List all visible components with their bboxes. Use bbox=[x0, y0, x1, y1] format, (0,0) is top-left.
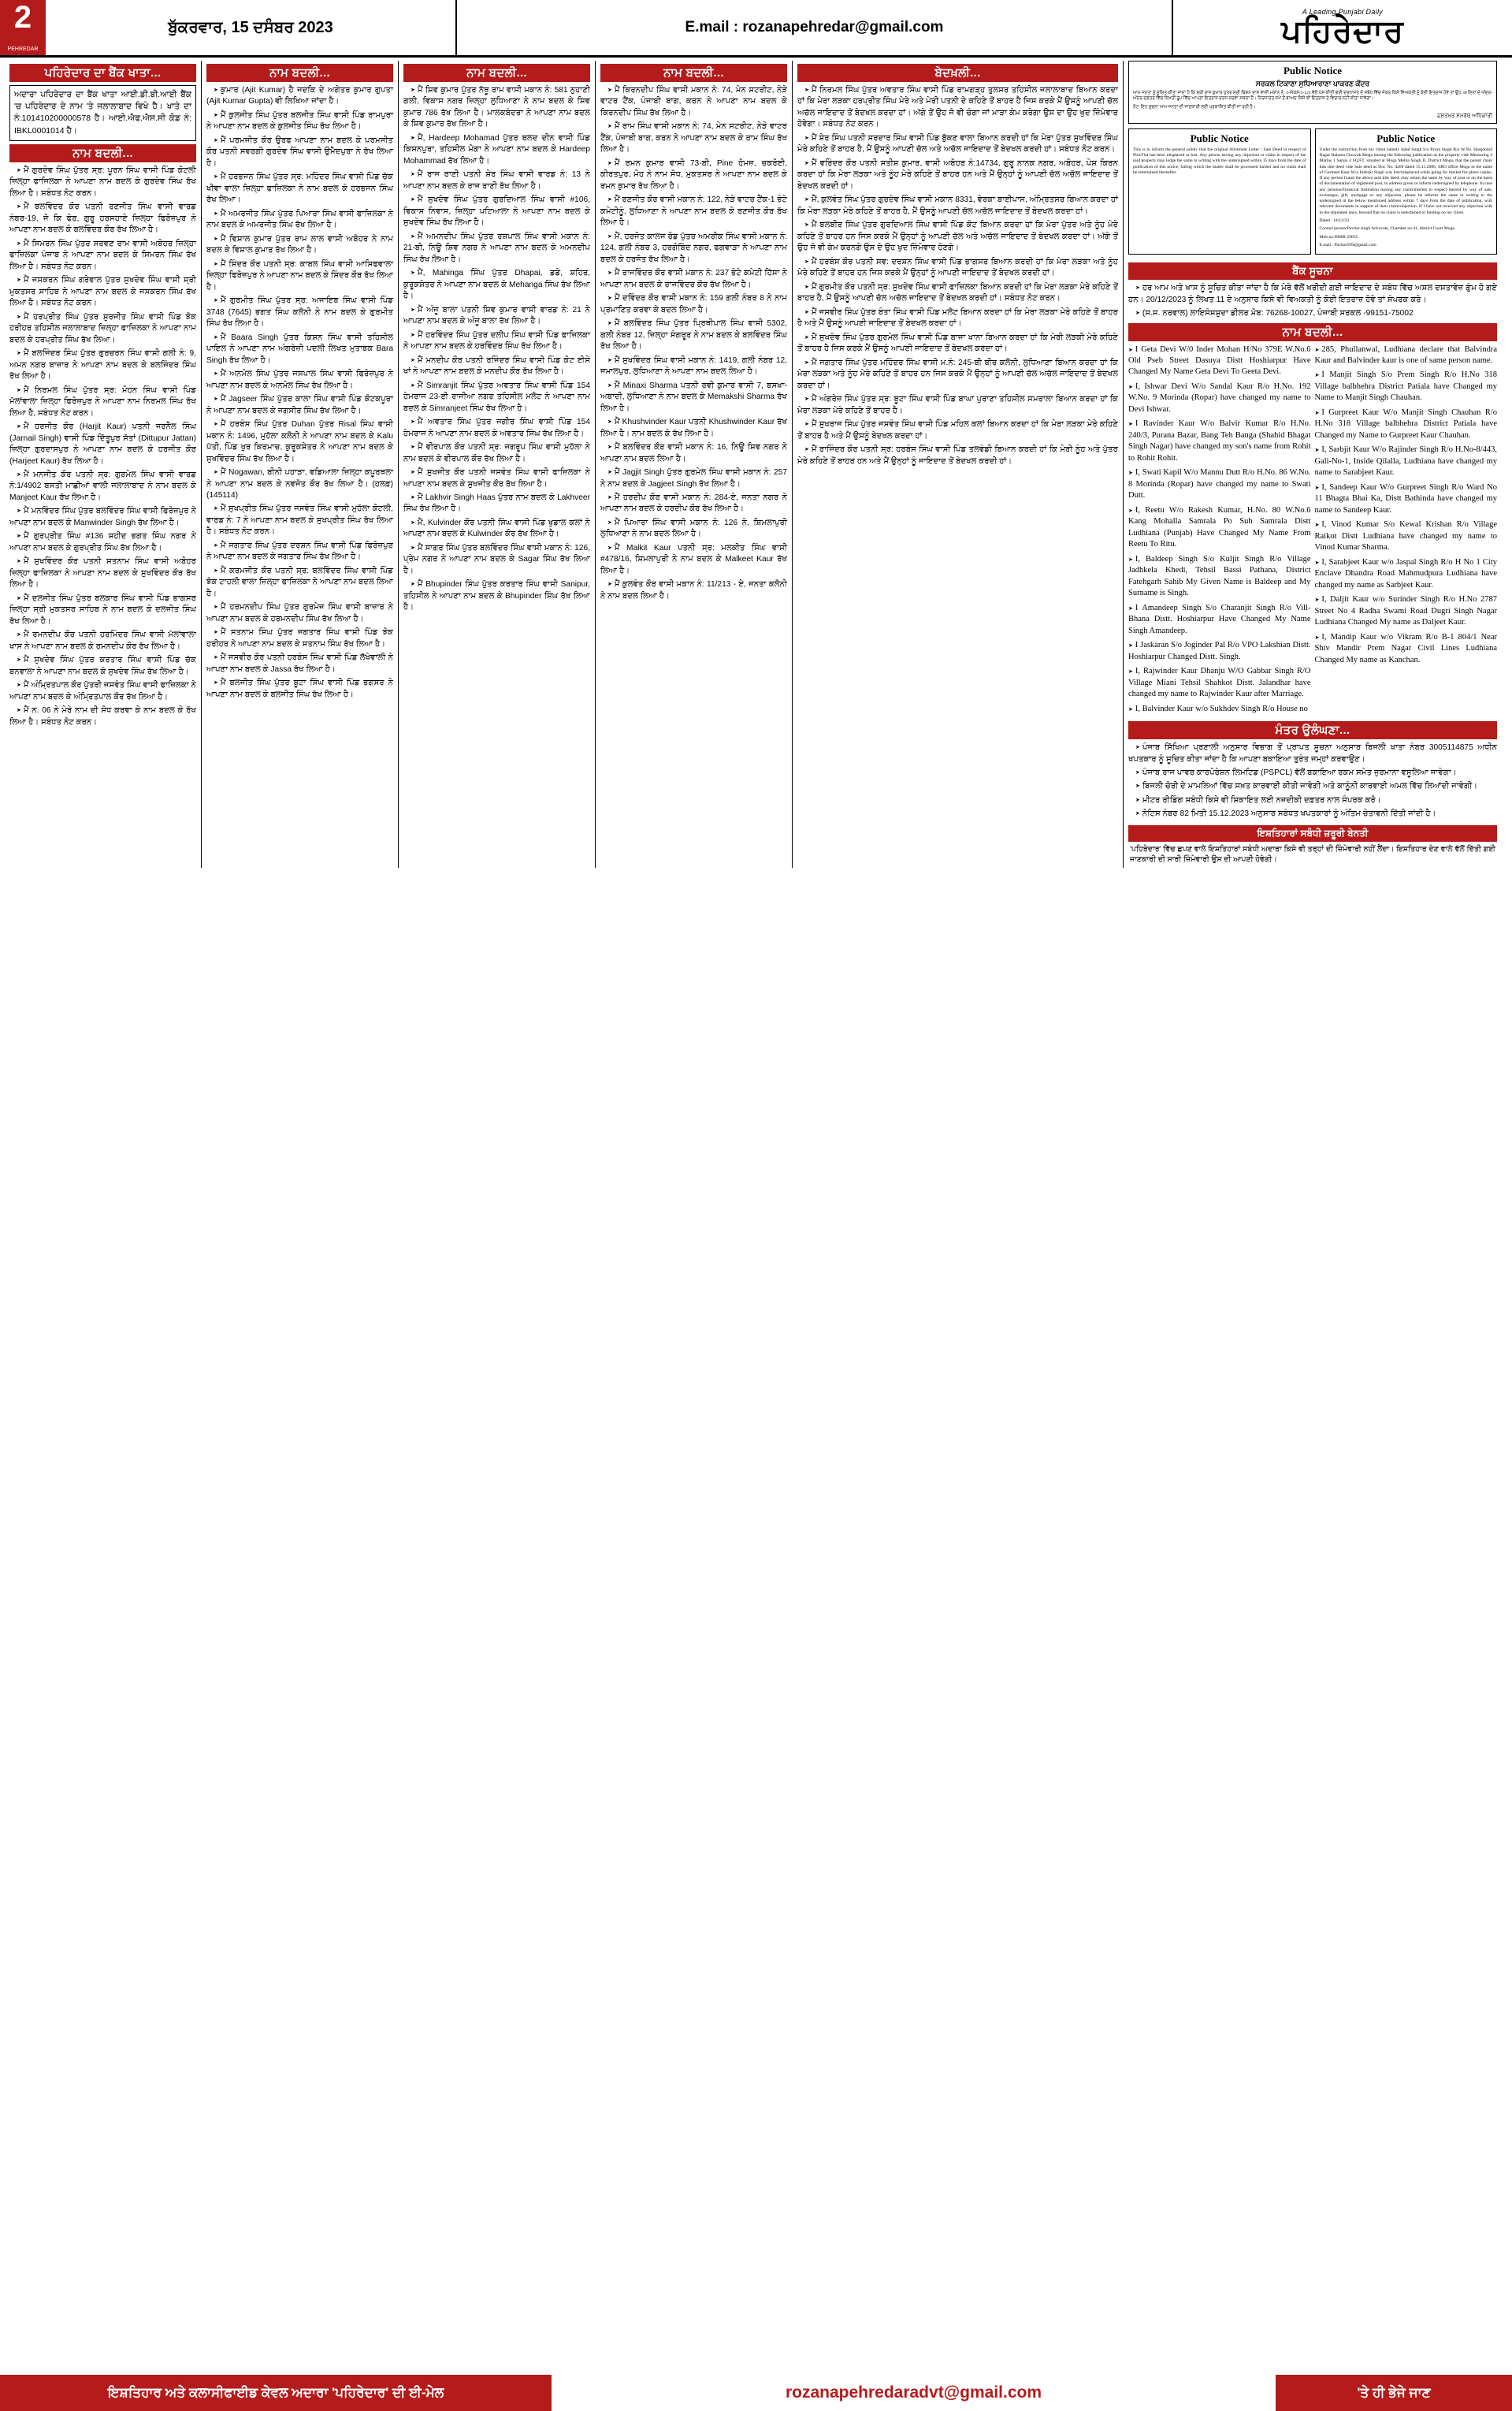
list-item: ➤ ਪੰਜਾਬ ਸਿੱਖਿਆ ਪ੍ਰਣਾਲੀ ਅਨੁਸਾਰ ਵਿਭਾਗ ਤੋਂ ਪ੍ਰਾਪਤ ਸੂਚਨਾ ਅਨੁਸਾਰ ਬਿਜਲੀ ਖਾਤਾ ਨੰਬਰ 3005114875 ਅਧੀਨ ਖਪਤਕਾਰ ਨੂੰ ਸੂਚਿਤ ਕੀਤਾ ਜਾਂਦਾ ਹੈ ਕਿ ਆਪਣਾ ਬਕਾਇਆ ਤੁਰੰਤ ਜਮ੍ਹਾਂ ਕਰਵਾਉਣ। bbox=[1128, 742, 1497, 765]
name-change-list-2 bbox=[206, 85, 393, 701]
public-notice-right-email: E.mail : Pavitar599@gmail.com bbox=[1319, 242, 1376, 247]
list-item: ➤ ਮੈਂ ਬਲਵਿੰਦਰ ਕੌਰ ਪਤਨੀ ਰਣਜੀਤ ਸਿੰਘ ਵਾਸੀ ਵਾਰਡ ਨੰਬਰ-19, ਜੋ ਕਿ ਫੇਰ, ਗੁਰੂ ਹਰਸਹਾਏ ਜ਼ਿਲ੍ਹਾ ਫਿਰੋਜ਼ਪੁਰ ਨੇ ਆਪਣਾ ਨਾਮ ਬਦਲ ਕੇ ਬਲਵਿੰਦਰ ਕੌਰ ਰੱਖ ਲਿਆ ਹੈ। bbox=[9, 202, 196, 236]
logo-name: ਪਹਿਰੇਦਾਰ bbox=[1281, 14, 1404, 49]
list-item: ➤ ਮੈਂ ਵਰਿੰਦਰ ਕੌਰ ਪਤਨੀ ਸਤੀਸ਼ ਕੁਮਾਰ, ਵਾਸੀ ਅਬੋਹਰ ਨੰ:14734, ਗੁਰੂ ਨਾਨਕ ਨਗਰ, ਅਬੋਹਰ, ਪੇਸ਼ ਕਿਰਨ ਕਰਦਾ ਹਾਂ ਕਿ ਮੇਰਾ ਲੜਕਾ ਅਤੇ ਨੂੰਹ ਮੇਰੇ ਕਹਿਣੇ ਤੋਂ ਬਾਹਰ ਹਨ ਅਤੇ ਮੈਂ ਉਨ੍ਹਾਂ ਨੂੰ ਆਪਣੀ ਚੱਲ ਅਚੱਲ ਜਾਇਦਾਦ ਤੋਂ ਬੇਦਖਲ ਕਰਦੀ ਹਾਂ। bbox=[797, 158, 1118, 192]
public-notice-pair bbox=[1128, 128, 1497, 259]
list-item: ➤ ਮੈਂ ਪਰਮਜੀਤ ਕੌਰ ਉਰਫ ਆਪਣਾ ਨਾਮ ਬਦਲ ਕੇ ਪਰਮਜੀਤ ਕੌਰ ਪਤਨੀ ਸਵਰਗੀ ਗੁਰਦੇਵ ਸਿੰਘ ਵਾਸੀ ਉਮੈਦਪੁਰਾ ਨੇ ਰੱਖ ਲਿਆ ਹੈ। bbox=[206, 136, 393, 169]
list-item: ➤ I, Ishwar Devi W/o Sandal Kaur R/o H.No. 192 W.No. 9 Morinda (Ropar) have changed my name to Devi Ishwar. bbox=[1128, 381, 1311, 415]
public-notice-top-body2: ਨੋਟ: ਇਹ ਸੂਚਨਾ ਆਮ ਜਨਤਾ ਦੀ ਜਾਣਕਾਰੀ ਲਈ ਪ੍ਰਕਾਸ਼ਿਤ ਕੀਤੀ ਜਾ ਰਹੀ ਹੈ। bbox=[1133, 104, 1256, 110]
list-item: ➤ ਮੈਂ ਹਰਬੰਸ ਸਿੰਘ ਪੁੱਤਰ Duhan ਪੁੱਤਰ Risal ਸਿੰਘ ਵਾਸੀ ਮਕਾਨ ਨੰ: 1496, ਮੁਹੱਲਾ ਕਲੋਨੀ ਨੇ ਆਪਣਾ ਨਾਮ ਬਦਲ ਕੇ Kalu ਪੱਤੀ, ਪਿੰਡ ਖੁਰ ਕਿਰਮਾਚ, ਕੁਰੂਕਸ਼ੇਤਰ ਨੇ ਆਪਣਾ ਨਾਮ ਬਦਲ ਕੇ ਸੁਖਵਿੰਦਰ ਸਿੰਘ ਰੱਖ ਲਿਆ ਹੈ। bbox=[206, 419, 393, 465]
list-item: ➤ ਮੈਂ ਮਨਜੀਤ ਕੌਰ ਪਤਨੀ ਸ੍ਰ: ਗੁਰਮੇਲ ਸਿੰਘ ਵਾਸੀ ਵਾਰਡ ਨੰ:1/4902 ਬਸਤੀ ਮਾਛੀਆਂ ਵਾਲੀ ਜਲਾਲਾਬਾਦ ਨੇ ਨਾਮ ਬਦਲ ਕੇ Manjeet Kaur ਰੱਖ ਲਿਆ ਹੈ। bbox=[9, 470, 196, 504]
list-item: ➤ I, Baldeep Singh S/o Kuljit Singh R/o Village Jadhkela Khedi, Tehsil Bassi Pathana, District Fatehgarh Sahib My Given Name is Baldeep and My Surname is Singh. bbox=[1128, 554, 1311, 600]
list-item: ➤ I, Balvinder Kaur w/o Sukhdev Singh R/o House no bbox=[1128, 704, 1311, 715]
page-body bbox=[0, 58, 1512, 868]
public-notice-top-header: Public Notice bbox=[1283, 65, 1342, 76]
list-item: ➤ ਮੈਂ ਸਾਗਰ ਸਿੰਘ ਪੁੱਤਰ ਬਲਵਿੰਦਰ ਸਿੰਘ ਵਾਸੀ ਮਕਾਨ ਨੰ: 126, ਪ੍ਰੇਮ ਨਗਰ ਨੇ ਆਪਣਾ ਨਾਮ ਬਦਲ ਕੇ Sagar ਸਿੰਘ ਰੱਖ ਲਿਆ ਹੈ। bbox=[403, 543, 590, 577]
list-item: ➤ ਬਿਜਲੀ ਚੋਰੀ ਦੇ ਮਾਮਲਿਆਂ ਵਿੱਚ ਸਖ਼ਤ ਕਾਰਵਾਈ ਕੀਤੀ ਜਾਵੇਗੀ ਅਤੇ ਕਾਨੂੰਨੀ ਕਾਰਵਾਈ ਅਮਲ ਵਿੱਚ ਲਿਆਂਦੀ ਜਾਵੇਗੀ। bbox=[1128, 781, 1497, 792]
list-item: ➤ ਮੈਂ ਸੁਖਰਾਜ ਸਿੰਘ ਪੁੱਤਰ ਜਸਵੰਤ ਸਿੰਘ ਵਾਸੀ ਪਿੰਡ ਮਹਿਲ ਕਲਾਂ ਬਿਆਨ ਕਰਦਾ ਹਾਂ ਕਿ ਮੇਰਾ ਲੜਕਾ ਮੇਰੇ ਕਹਿਣੇ ਤੋਂ ਬਾਹਰ ਹੈ ਅਤੇ ਮੈਂ ਉਸਨੂੰ ਬੇਦਖਲ ਕਰਦਾ ਹਾਂ। bbox=[797, 419, 1118, 442]
name-change-header-4: ਨਾਮ ਬਦਲੀ... bbox=[600, 64, 787, 82]
list-item: ➤ I, Daljit Kaur w/o Surinder Singh R/o H.No 2787 Street No 4 Radha Swami Road Dugri Singh Nagar Ludhiana Changed My name as Daljeet Kaur. bbox=[1315, 594, 1498, 628]
list-item: ➤ ਮੈਂ ਹਰਮਨਦੀਪ ਸਿੰਘ ਪੁੱਤਰ ਗੁਰਮੇਜ ਸਿੰਘ ਵਾਸੀ ਬਾਜ਼ਾਰ ਨੇ ਆਪਣਾ ਨਾਮ ਬਦਲ ਕੇ ਹਰਮਨਦੀਪ ਸਿੰਘ ਰੱਖ ਲਿਆ ਹੈ। bbox=[206, 602, 393, 625]
list-item: ➤ ਮੈਂ ਗੁਰਮੀਤ ਸਿੰਘ ਪੁੱਤਰ ਸ੍ਰ: ਅਜਾਇਬ ਸਿੰਘ ਵਾਸੀ ਪਿੰਡ 3748 (7645) ਭਗਤ ਸਿੰਘ ਕਲੋਨੀ ਨੇ ਨਾਮ ਬਦਲ ਕੇ ਗੁਰਮੀਤ ਸਿੰਘ ਰੱਖ ਲਿਆ ਹੈ। bbox=[206, 296, 393, 329]
bank-account-note: ਅਦਾਰਾ ਪਹਿਰੇਦਾਰ ਦਾ ਬੈਂਕ ਖਾਤਾ ਆਈ.ਡੀ.ਬੀ.ਆਈ ਬੈਂਕ 'ਚ ਪਹਿਰੇਦਾਰ ਦੇ ਨਾਮ 'ਤੇ ਜਲਾਲਾਬਾਦ ਵਿਖੇ ਹੈ। ਖਾਤੇ ਦਾ ਨੰ:101410200000578 ਹੈ। ਆਈ.ਐਫ.ਐਸ.ਸੀ ਕੋਡ ਨੰ: IBKL0001014 ਹੈ। bbox=[9, 85, 196, 141]
list-item: ➤ I Manjit Singh S/o Prem Singh R/o H.No 318 Village balbhehra District Patiala have Changed my Name to Manjit Singh Chauhan. bbox=[1315, 370, 1498, 404]
list-item: ➤ ਮੈਂ Baara Singh ਪੁੱਤਰ ਕਿਸ਼ਨ ਸਿੰਘ ਵਾਸੀ ਤਹਿਸੀਲ ਪਾਇਲ ਨੇ ਆਪਣਾ ਨਾਮ ਅੰਗਰੇਜ਼ੀ ਪਦਲੀ ਲਿਖਤ ਮੁਤਾਬਕ Bara Singh ਰੱਖ ਲਿਆ ਹੈ। bbox=[206, 333, 393, 366]
public-notice-right-date: Dated : 14/12/23 bbox=[1319, 218, 1350, 223]
list-item: ➤ ਮੈਂ, Kulvinder ਕੌਰ ਪਤਨੀ ਸਿੰਘ ਵਾਸੀ ਪਿੰਡ ਖੁਡਾਲ ਕਲਾਂ ਨੇ ਆਪਣਾ ਨਾਮ ਬਦਲ ਕੇ Kulwinder ਕੌਰ ਰੱਖ ਲਿਆ ਹੈ। bbox=[403, 518, 590, 541]
list-item: ➤ ਮੈਂ ਰਾਮ ਸਿੰਘ ਵਾਸੀ ਮਕਾਨ ਨੰ: 74, ਮੇਨ ਸਟਰੀਟ, ਨੇੜੇ ਵਾਟਰ ਟੈਂਕ, ਪੰਜਾਬੀ ਬਾਗ, ਕਰਨ ਨੇ ਆਪਣਾ ਨਾਮ ਬਦਲ ਕੇ ਰਾਮ ਸਿੰਘ ਰੱਖ ਲਿਆ ਹੈ। bbox=[600, 121, 787, 155]
list-item: ➤ ਮੈਂ ਜਸਵੀਰ ਸਿੰਘ ਪੁੱਤਰ ਬੰਤਾ ਸਿੰਘ ਵਾਸੀ ਪਿੰਡ ਮਲੋਟ ਬਿਆਨ ਕਰਦਾ ਹਾਂ ਕਿ ਮੇਰਾ ਲੜਕਾ ਮੇਰੇ ਕਹਿਣੇ ਤੋਂ ਬਾਹਰ ਹੈ ਅਤੇ ਮੈਂ ਉਸਨੂੰ ਆਪਣੀ ਜਾਇਦਾਦ ਤੋਂ ਬੇਦਖਲ ਕਰਦਾ ਹਾਂ। bbox=[797, 307, 1118, 330]
list-item: ➤ ਮੈਂ ਹਰਪ੍ਰੀਤ ਸਿੰਘ ਪੁੱਤਰ ਸੁਰਜੀਤ ਸਿੰਘ ਵਾਸੀ ਪਿੰਡ ਝੋਕ ਹਰੀਹਰ ਤਹਿਸੀਲ ਜਲਾਲਾਬਾਦ ਜ਼ਿਲ੍ਹਾ ਫਾਜ਼ਿਲਕਾ ਨੇ ਆਪਣਾ ਨਾਮ ਬਦਲ ਕੇ ਹਰਪ੍ਰੀਤ ਸਿੰਘ ਰੱਖ ਲਿਆ। bbox=[9, 312, 196, 346]
footer-left-text: ਇਸ਼ਤਿਹਾਰ ਅਤੇ ਕਲਾਸੀਫਾਈਡ ਕੇਵਲ ਅਦਾਰਾ 'ਪਹਿਰੇਦਾਰ' ਦੀ ਈ-ਮੇਲ bbox=[107, 2385, 444, 2400]
list-item: ➤ ਨੋਟਿਸ ਨੰਬਰ 82 ਮਿਤੀ 15.12.2023 ਅਨੁਸਾਰ ਸਬੰਧਤ ਖਪਤਕਾਰਾਂ ਨੂੰ ਅੰਤਿਮ ਚੇਤਾਵਨੀ ਦਿੱਤੀ ਜਾਂਦੀ ਹੈ। bbox=[1128, 809, 1497, 820]
list-item: ➤ I, Reetu W/o Rakesh Kumar, H.No. 80 W.No.6 Kang Mohalla Samrala Po Suh Samrala Distt Ludhiana (Punjab) Have Changed My Name From Reetu To Ritu. bbox=[1128, 505, 1311, 551]
bank-account-header: ਪਹਿਰੇਦਾਰ ਦਾ ਬੈਂਕ ਖਾਤਾ... bbox=[9, 64, 196, 82]
list-item: ➤ ਮੀਟਰ ਰੀਡਿੰਗ ਸਬੰਧੀ ਕਿਸੇ ਵੀ ਸ਼ਿਕਾਇਤ ਲਈ ਨਜ਼ਦੀਕੀ ਦਫ਼ਤਰ ਨਾਲ ਸੰਪਰਕ ਕਰੋ। bbox=[1128, 795, 1497, 806]
masthead-email bbox=[457, 0, 1173, 55]
column-3 bbox=[399, 61, 596, 868]
disownment-list bbox=[797, 85, 1118, 467]
list-item: ➤ ਮੈਂ Simranjit ਸਿੰਘ ਪੁੱਤਰ ਅਵਤਾਰ ਸਿੰਘ ਵਾਸੀ ਪਿੰਡ 154 ਹੇਮਰਾਜ 23-ਈ ਰਾਜੀਆ ਨਗਰ ਤਹਿਸੀਲ ਮਲੋਟ ਨੇ ਆਪਣਾ ਨਾਮ ਬਦਲ ਕੇ Simranjeet ਸਿੰਘ ਰੱਖ ਲਿਆ ਹੈ। bbox=[403, 381, 590, 415]
list-item: ➤ I, Swati Kapil W/o Mannu Dutt R/o H.No. 86 W.No. 8 Morinda (Ropar) have changed my name to Swati Dutt. bbox=[1128, 467, 1311, 501]
footer-right-text: 'ਤੇ ਹੀ ਭੇਜੇ ਜਾਣ bbox=[1357, 2385, 1431, 2400]
list-item: ➤ ਮੈਂ ਅੰਮ੍ਰਿਤਪਾਲ ਕੌਰ ਪੁੱਤਰੀ ਜਸਵੰਤ ਸਿੰਘ ਵਾਸੀ ਫਾਜ਼ਿਲਕਾ ਨੇ ਆਪਣਾ ਨਾਮ ਬਦਲ ਕੇ ਅੰਮ੍ਰਿਤਪਾਲ ਕੌਰ ਰੱਖ ਲਿਆ ਹੈ। bbox=[9, 680, 196, 703]
list-item: ➤ ਮੈਂ, ਹਰਜੋਤ ਕਾਲਜ ਰੋਡ ਪੁੱਤਰ ਅਮਰੀਕ ਸਿੰਘ ਵਾਸੀ ਮਕਾਨ ਨੰ: 124, ਗਲੀ ਨੰਬਰ 3, ਹਰਗੋਬਿੰਦ ਨਗਰ, ਫਗਵਾੜਾ ਨੇ ਆਪਣਾ ਨਾਮ ਬਦਲ ਕੇ ਹਰਜੋਤ ਰੱਖ ਲਿਆ ਹੈ। bbox=[600, 232, 787, 266]
public-notice-right-phone: Mob.no.99888-29655 bbox=[1319, 234, 1358, 240]
list-item: ➤ ਮੈਂ ਰਾਜ ਰਾਣੀ ਪਤਨੀ ਸ਼ੇਰ ਸਿੰਘ ਵਾਸੀ ਵਾਰਡ ਨੰ: 13 ਨੇ ਆਪਣਾ ਨਾਮ ਬਦਲ ਕੇ ਰਾਜ ਰਾਣੀ ਰੱਖ ਲਿਆ ਹੈ। bbox=[403, 169, 590, 192]
list-item: ➤ ਮੈਂ ਬਲਵਿੰਦਰ ਸਿੰਘ ਪੁੱਤਰ ਪ੍ਰਿਥੀਪਾਲ ਸਿੰਘ ਵਾਸੀ 5302, ਗਲੀ ਨੰਬਰ 12, ਜ਼ਿਲ੍ਹਾ ਸੰਗਰੂਰ ਨੇ ਨਾਮ ਬਦਲ ਕੇ ਬਲਵਿੰਦਰ ਸਿੰਘ ਰੱਖ ਲਿਆ ਹੈ। bbox=[600, 318, 787, 352]
list-item: ➤ ਮੈਂ ਬਲਜਿੰਦਰ ਸਿੰਘ ਪੁੱਤਰ ਗੁਰਚਰਨ ਸਿੰਘ ਵਾਸੀ ਗਲੀ ਨੰ: 9, ਅਮਨ ਨਗਰ ਬਾਜ਼ਾਰ ਨੇ ਆਪਣਾ ਨਾਮ ਬਦਲ ਕੇ ਬਲਜਿੰਦਰ ਸਿੰਘ ਰੱਖ ਲਿਆ ਹੈ। bbox=[9, 348, 196, 382]
column-4 bbox=[596, 61, 793, 868]
list-item: ➤ I, Rajwinder Kaur Dhanju W/O Gabbar Singh R/O Village Miani Tehsil Shahkot Distt. Jalandhar have changed my name to Rajwinder Kaur after Marriage. bbox=[1128, 666, 1311, 700]
masthead bbox=[0, 0, 1512, 58]
list-item: ➤ I, Sandeep Kaur W/o Gurpreet Singh R/o Ward No 11 Bhagta Bhai Ka, Distt Bathinda have changed my name to Sandeep Kaur. bbox=[1315, 482, 1498, 516]
list-item: ➤ ਮੈਂ ਰਣਜੀਤ ਕੌਰ ਵਾਸੀ ਮਕਾਨ ਨੰ: 122, ਨੇੜੇ ਵਾਟਰ ਟੈਂਕ-1 ਭੇਟੇ ਕਮੇਟੀਨੂੰ, ਲੁਧਿਆਣਾ ਨੇ ਆਪਣਾ ਨਾਮ ਬਦਲ ਕੇ ਰਣਜੀਤ ਕੌਰ ਰੱਖ ਲਿਆ ਹੈ। bbox=[600, 195, 787, 229]
list-item: ➤ I, Sarbjit Kaur W/o Rajinder Singh R/o H.No-8/443, Gali-No-1, Inside Qilalla, Ludhiana have changed my name to Sarabjeet Kaur. bbox=[1315, 445, 1498, 478]
list-item: ➤ ਮੈਂ Malkit Kaur ਪਤਨੀ ਸ੍ਰ: ਮਲਕੀਤ ਸਿੰਘ ਵਾਸੀ #478/16, ਸ਼ਿਮਲਾਪੁਰੀ ਨੇ ਨਾਮ ਬਦਲ ਕੇ Malkeet Kaur ਰੱਖ ਲਿਆ ਹੈ। bbox=[600, 543, 787, 577]
list-item: ➤ ਮੈਂ ਬਲਜੀਤ ਸਿੰਘ ਪੁੱਤਰ ਬੂਟਾ ਸਿੰਘ ਵਾਸੀ ਪਿੰਡ ਭਗਸਰ ਨੇ ਆਪਣਾ ਨਾਮ ਬਦਲ ਕੇ ਬਲਜੀਤ ਸਿੰਘ ਰੱਖ ਲਿਆ ਹੈ। bbox=[206, 678, 393, 701]
name-change-list-4 bbox=[600, 85, 787, 602]
list-item: ➤ ਮੈਂ ਗੁਰਦੇਵ ਸਿੰਘ ਪੁੱਤਰ ਸ੍ਰ: ਪੂਰਨ ਸਿੰਘ ਵਾਸੀ ਪਿੰਡ ਕੋਟਲੀ ਜ਼ਿਲ੍ਹਾ ਫਾਜਿਲਕਾ ਨੇ ਆਪਣਾ ਨਾਮ ਬਦਲ ਕੇ ਗੁਰਦੇਵ ਸਿੰਘ ਰੱਖ ਲਿਆ ਹੈ। ਸਬੰਧਤ ਨੋਟ ਕਰਨ। bbox=[9, 166, 196, 199]
english-col-left bbox=[1128, 344, 1311, 719]
list-item: ➤ ਮੈਂ ਕੁਲਜੀਤ ਸਿੰਘ ਪੁੱਤਰ ਬਲਜੀਤ ਸਿੰਘ ਵਾਸੀ ਪਿੰਡ ਰਾਮਪੁਰਾ ਨੇ ਆਪਣਾ ਨਾਮ ਬਦਲ ਕੇ ਕੁਲਜੀਤ ਸਿੰਘ ਰੱਖ ਲਿਆ ਹੈ। bbox=[206, 110, 393, 133]
list-item: ➤ ਮੈਂ Khushvinder Kaur ਪਤਨੀ Khushwinder Kaur ਰੱਖ ਲਿਆ ਹੈ। ਨਾਮ ਬਦਲ ਕੇ ਰੱਖ ਲਿਆ ਹੈ। bbox=[600, 417, 787, 440]
column-2 bbox=[202, 61, 399, 868]
list-item: ➤ ਮੈਂ ਸ਼ਿੰਦਰ ਕੌਰ ਪਤਨੀ ਸ੍ਰ: ਕਾਬਲ ਸਿੰਘ ਵਾਸੀ ਆਸਿਫਵਾਲਾ ਜ਼ਿਲ੍ਹਾ ਫਿਰੋਜ਼ਪੁਰ ਨੇ ਆਪਣਾ ਨਾਮ ਬਦਲ ਕੇ ਸ਼ਿੰਦਰ ਕੌਰ ਰੱਖ ਲਿਆ ਹੈ। bbox=[206, 259, 393, 293]
list-item: ➤ ਮੈਂ ਗੁਰਪ੍ਰੀਤ ਸਿੰਘ #136 ਸ਼ਹੀਦ ਭਗਤ ਸਿੰਘ ਨਗਰ ਨੇ ਆਪਣਾ ਨਾਮ ਬਦਲ ਕੇ ਗੁਰਪ੍ਰੀਤ ਸਿੰਘ ਰੱਖ ਲਿਆ ਹੈ। bbox=[9, 531, 196, 554]
list-item: ➤ ਮੈਂ, Hardeep Mohamad ਪੁੱਤਰ ਬਲਦ ਦੀਨ ਵਾਸੀ ਪਿੰਡ ਕਿਸ਼ਨਪੁਰਾ, ਤਹਿਸੀਲ ਮੋਗਾ ਨੇ ਆਪਣਾ ਨਾਮ ਬਦਲ ਕੇ Hardeep Mohammad ਰੱਖ ਲਿਆ ਹੈ। bbox=[403, 133, 590, 167]
list-item: ➤ ਮੈਂ ਮਨਵਿੰਦਰ ਸਿੰਘ ਪੁੱਤਰ ਬਲਵਿੰਦਰ ਸਿੰਘ ਵਾਸੀ ਫਿਰੋਜ਼ਪੁਰ ਨੇ ਆਪਣਾ ਨਾਮ ਬਦਲ ਕੇ Manwinder Singh ਰੱਖ ਲਿਆ ਹੈ। bbox=[9, 506, 196, 529]
disownment-header: ਬੇਦਖ਼ਲੀ... bbox=[797, 64, 1118, 82]
email-value: rozanapehredar@gmail.com bbox=[742, 19, 944, 35]
list-item: ➤ I, Vinod Kumar S/o Kewal Krishan R/o Village Raikot Distt Ludhiana have changed my name to Vinod Kumar Sharma. bbox=[1315, 519, 1498, 553]
bottom-strip-header: ਇਸ਼ਤਿਹਾਰਾਂ ਸਬੰਧੀ ਜ਼ਰੂਰੀ ਬੇਨਤੀ bbox=[1128, 825, 1497, 842]
public-notice-left-body: This is to inform the general public that the original Allotment Letter / Sale Deed in respect of Plot/Flat has been misplaced or lost. Any person having any objection or claim in respect of the said property may lodge the same in writing with the undersigned within 15 days from the date of publication of this notice, failing which the matter shall be processed further and no claim shall be entertained thereafter. bbox=[1133, 147, 1306, 175]
name-change-list-1 bbox=[9, 166, 196, 728]
list-item: ➤ ਮੈਂ ਕੁਲਵੰਤ ਕੌਰ ਵਾਸੀ ਮਕਾਨ ਨੰ: 11/213 - ਏ, ਜਨਤਾ ਕਲੋਨੀ ਨੇ ਨਾਮ ਬਦਲ ਲਿਆ ਹੈ। bbox=[600, 579, 787, 602]
list-item: ➤ ਮੈਂ ਸਿਮਰਨ ਸਿੰਘ ਪੁੱਤਰ ਸਰਵਣ ਰਾਮ ਵਾਸੀ ਅਬੋਹਰ ਜ਼ਿਲ੍ਹਾ ਫਾਜ਼ਿਲਕਾ ਪੰਜਾਬ ਨੇ ਆਪਣਾ ਨਾਮ ਬਦਲ ਕੇ ਸਿਮਰਨ ਸਿੰਘ ਰੱਖ ਲਿਆ ਹੈ। ਸਬੰਧਤ ਨੋਟ ਕਰਨ। bbox=[9, 239, 196, 273]
page-number-sub: PEHREDAR bbox=[7, 47, 39, 52]
email-label: E.mail : bbox=[685, 19, 739, 35]
page-number-badge bbox=[0, 0, 46, 55]
list-item: ➤ ਮੈਂ ਸਤਨਾਮ ਸਿੰਘ ਪੁੱਤਰ ਜਗਤਾਰ ਸਿੰਘ ਵਾਸੀ ਪਿੰਡ ਝੋਕ ਹਰੀਹਰ ਨੇ ਆਪਣਾ ਨਾਮ ਬਦਲ ਕੇ ਸਤਨਾਮ ਸਿੰਘ ਰੱਖ ਲਿਆ ਹੈ। bbox=[206, 627, 393, 650]
list-item: ➤ ਮੈਂ ਹਰਵਿੰਦਰ ਸਿੰਘ ਪੁੱਤਰ ਦਲੀਪ ਸਿੰਘ ਵਾਸੀ ਪਿੰਡ ਫਾਜ਼ਿਲਕਾ ਨੇ ਆਪਣਾ ਨਾਮ ਬਦਲ ਕੇ ਹਰਵਿੰਦਰ ਸਿੰਘ ਰੱਖ ਲਿਆ ਹੈ। bbox=[403, 330, 590, 353]
list-item: ➤ ਮੈਂ ਹਰਬੰਸ ਕੌਰ ਪਤਨੀ ਸਵ: ਦਰਸ਼ਨ ਸਿੰਘ ਵਾਸੀ ਪਿੰਡ ਭਾਗਸਰ ਬਿਆਨ ਕਰਦੀ ਹਾਂ ਕਿ ਮੇਰਾ ਲੜਕਾ ਅਤੇ ਨੂੰਹ ਮੇਰੇ ਕਹਿਣੇ ਤੋਂ ਬਾਹਰ ਹਨ ਜਿਸ ਕਰਕੇ ਮੈਂ ਉਨ੍ਹਾਂ ਨੂੰ ਆਪਣੀ ਜਾਇਦਾਦ ਤੋਂ ਬੇਦਖਲ ਕਰਦੀ ਹਾਂ। bbox=[797, 257, 1118, 280]
general-notice-item: ➤ (ਸ.ਸ. ਨਰਵਾਲ) ਲਾਇਸੰਸਸ਼ੁਦਾ ਡੀਲਰ ਮੋਬ: 76268-10027, ਪੰਜਾਬੀ ਸਰਕਲ -99151-75002 bbox=[1128, 308, 1497, 319]
list-item: ➤ ਮੈਂ ਬਲਵਿੰਦਰ ਕੌਰ ਵਾਸੀ ਮਕਾਨ ਨੰ: 16, ਨਿਊ ਸ਼ਿਵ ਨਗਰ ਨੇ ਆਪਣਾ ਨਾਮ ਬਦਲ ਲਿਆ ਹੈ। bbox=[600, 442, 787, 465]
list-item: ➤ ਮੈਂ ਬਲਬੀਰ ਸਿੰਘ ਪੁੱਤਰ ਗੁਰਦਿਆਲ ਸਿੰਘ ਵਾਸੀ ਪਿੰਡ ਕੋਟ ਬਿਆਨ ਕਰਦਾ ਹਾਂ ਕਿ ਮੇਰਾ ਪੁੱਤਰ ਅਤੇ ਨੂੰਹ ਮੇਰੇ ਕਹਿਣੇ ਤੋਂ ਬਾਹਰ ਹਨ ਜਿਸ ਕਰਕੇ ਮੈਂ ਉਨ੍ਹਾਂ ਨੂੰ ਆਪਣੀ ਚੱਲ ਅਤੇ ਅਚੱਲ ਜਾਇਦਾਦ ਤੋਂ ਬੇਦਖਲ ਕਰਦਾ ਹਾਂ। ਅੱਗੇ ਤੋਂ ਉਹ ਜੋ ਵੀ ਕੰਮ ਕਰਨਗੇ ਉਸ ਦੇ ਉਹ ਖੁਦ ਜ਼ਿੰਮੇਵਾਰ ਹੋਣਗੇ। bbox=[797, 220, 1118, 254]
bottom-strip-body: 'ਪਹਿਰੇਦਾਰ' ਵਿੱਚ ਛਪਣ ਵਾਲੇ ਇਸ਼ਤਿਹਾਰਾਂ ਸਬੰਧੀ ਅਦਾਰਾ ਕਿਸੇ ਵੀ ਤਰ੍ਹਾਂ ਦੀ ਜ਼ਿੰਮੇਵਾਰੀ ਨਹੀਂ ਲੈਂਦਾ। ਇਸ਼ਤਿਹਾਰ ਦੇਣ ਵਾਲੇ ਵੱਲੋਂ ਦਿੱਤੀ ਗਈ ਜਾਣਕਾਰੀ ਦੀ ਸਾਰੀ ਜ਼ਿੰਮੇਵਾਰੀ ਉਸ ਦੀ ਆਪਣੀ ਹੋਵੇਗੀ। bbox=[1130, 844, 1495, 865]
list-item: ➤ ਮੈਂ ਅੰਗਰੇਜ਼ ਸਿੰਘ ਪੁੱਤਰ ਸ੍ਰ: ਬੂਟਾ ਸਿੰਘ ਵਾਸੀ ਪਿੰਡ ਬਾਘਾ ਪੁਰਾਣਾ ਤਹਿਸੀਲ ਸਮਰਾਲਾ ਬਿਆਨ ਕਰਦਾ ਹਾਂ ਕਿ ਮੇਰਾ ਲੜਕਾ ਮੇਰੇ ਕਹਿਣੇ ਤੋਂ ਬਾਹਰ ਹੈ। bbox=[797, 394, 1118, 417]
list-item: ➤ ਮੈਂ ਜਗਤਾਰ ਸਿੰਘ ਪੁੱਤਰ ਦਰਸ਼ਨ ਸਿੰਘ ਵਾਸੀ ਪਿੰਡ ਫਿਰੋਜ਼ਪੁਰ ਨੇ ਆਪਣਾ ਨਾਮ ਬਦਲ ਕੇ ਜਗਤਾਰ ਸਿੰਘ ਰੱਖ ਲਿਆ ਹੈ। bbox=[206, 541, 393, 564]
list-item: ➤ ਮੈਂ ਕਿਰਨਦੀਪ ਸਿੰਘ ਵਾਸੀ ਮਕਾਨ ਨੰ: 74, ਮੇਨ ਸਟਰੀਟ, ਨੇੜੇ ਵਾਟਰ ਟੈਂਕ, ਪੰਜਾਬੀ ਬਾਗ, ਕਰਨ ਨੇ ਆਪਣਾ ਨਾਮ ਬਦਲ ਕੇ ਕਿਰਨਦੀਪ ਸਿੰਘ ਰੱਖ ਲਿਆ ਹੈ। bbox=[600, 85, 787, 119]
list-item: ➤ ਮੈਂ ਦਵਿੰਦਰ ਕੌਰ ਵਾਸੀ ਮਕਾਨ ਨੰ: 159 ਗਲੀ ਨੰਬਰ 8 ਨੇ ਨਾਮ ਪ੍ਰਮਾਣਿਤ ਕਰਵਾ ਕੇ ਬਦਲ ਲਿਆ ਹੈ। bbox=[600, 293, 787, 316]
list-item: ➤ ਮੈਂ ਅਨਮੋਲ ਸਿੰਘ ਪੁੱਤਰ ਜਸਪਾਲ ਸਿੰਘ ਵਾਸੀ ਫਿਰੋਜ਼ਪੁਰ ਨੇ ਆਪਣਾ ਨਾਮ ਬਦਲ ਕੇ ਅਨਮੋਲ ਸਿੰਘ ਰੱਖ ਲਿਆ ਹੈ। bbox=[206, 369, 393, 392]
list-item: ➤ ਮੈਂ ਸੁਖਵਿੰਦਰ ਸਿੰਘ ਵਾਸੀ ਮਕਾਨ ਨੰ: 1419, ਗਲੀ ਨੰਬਰ 12, ਜਮਾਲਪੁਰ, ਲੁਧਿਆਣਾ ਨੇ ਆਪਣਾ ਨਾਮ ਬਦਲ ਲਿਆ ਹੈ। bbox=[600, 355, 787, 378]
list-item: ➤ ਮੈਂ, Mahinga ਸਿੰਘ ਪੁੱਤਰ Dhapai, ਡਡੇ, ਸ਼ਹਿਰ, ਕੁਰੂਕਸ਼ੇਤਰ ਨੇ ਆਪਣਾ ਨਾਮ ਬਦਲ ਕੇ Mehanga ਸਿੰਘ ਰੱਖ ਲਿਆ ਹੈ। bbox=[403, 268, 590, 302]
public-notice-left-header: Public Notice bbox=[1190, 132, 1249, 144]
list-item: ➤ ਮੈਂ ਜਸਵੀਰ ਕੌਰ ਪਤਨੀ ਹਰਬੰਸ ਸਿੰਘ ਵਾਸੀ ਪਿੰਡ ਲੱਖੇਵਾਲੀ ਨੇ ਆਪਣਾ ਨਾਮ ਬਦਲ ਕੇ Jassa ਰੱਖ ਲਿਆ ਹੈ। bbox=[206, 653, 393, 675]
list-item: ➤ ਮੈਂ ਰਾਜਵਿੰਦਰ ਕੌਰ ਵਾਸੀ ਮਕਾਨ ਨੰ: 237 ਭੇਟੇ ਕਮੇਟੀ ਹਿੱਸਾ ਨੇ ਆਪਣਾ ਨਾਮ ਬਦਲ ਕੇ ਰਾਜਵਿੰਦਰ ਕੌਰ ਰੱਖ ਲਿਆ ਹੈ। bbox=[600, 268, 787, 291]
list-item: ➤ ਮੈਂ ਜਸਕਰਨ ਸਿੰਘ ਗਰੇਵਾਲ ਪੁੱਤਰ ਸੁਖਦੇਵ ਸਿੰਘ ਵਾਸੀ ਸ੍ਰੀ ਮੁਕਤਸਰ ਸਾਹਿਬ ਨੇ ਆਪਣਾ ਨਾਮ ਬਦਲ ਕੇ ਜਸਕਰਨ ਸਿੰਘ ਰੱਖ ਲਿਆ ਹੈ। ਸਬੰਧਤ ਨੋਟ ਕਰਨ। bbox=[9, 275, 196, 309]
list-item: ➤ ਮੈਂ ਸੁਖਦੇਵ ਸਿੰਘ ਪੁੱਤਰ ਗੁਰਦਿਆਲ ਸਿੰਘ ਵਾਸੀ #106, ਵਿਕਾਸ ਨਿਵਾਸ, ਜ਼ਿਲ੍ਹਾ ਪਟਿਆਲਾ ਨੇ ਆਪਣਾ ਨਾਮ ਬਦਲ ਕੇ ਸੁਖਦੇਵ ਸਿੰਘ ਰੱਖ ਲਿਆ ਹੈ। bbox=[403, 195, 590, 229]
list-item: ➤ I Gurpreet Kaur W/o Manjit Singh Chauhan R/o H.No 318 Village balbhehra District Patiala have Changed my Name to Gurpreet Kaur Chauhan. bbox=[1315, 407, 1498, 441]
public-notice-top-body: ਆਮ ਜਨਤਾ ਨੂੰ ਸੂਚਿਤ ਕੀਤਾ ਜਾਂਦਾ ਹੈ ਕਿ ਸ਼੍ਰੀ ਰਾਜ ਕੁਮਾਰ ਪੁੱਤਰ ਸ਼੍ਰੀ ਬਿਸ਼ਨ ਦਾਸ ਵਾਸੀ ਮਕਾਨ ਨੰ. 3-ਐਕਸ/3-123 ਵੱਲੋਂ ਪੇਸ਼ ਕੀਤੀ ਗਈ ਦਰਖਾਸਤ ਦੇ ਸਬੰਧ ਵਿੱਚ ਜੇਕਰ ਕਿਸੇ ਵਿਅਕਤੀ ਨੂੰ ਕੋਈ ਇਤਰਾਜ਼ ਹੋਵੇ ਤਾਂ ਉਹ 30 ਦਿਨਾਂ ਦੇ ਅੰਦਰ-ਅੰਦਰ ਦਫ਼ਤਰ ਵਿੱਚ ਲਿਖਤੀ ਰੂਪ ਵਿੱਚ ਆਪਣਾ ਇਤਰਾਜ਼ ਦਰਜ ਕਰਵਾ ਸਕਦਾ ਹੈ। ਨਿਰਧਾਰਤ ਸਮੇਂ ਤੋਂ ਬਾਅਦ ਕਿਸੇ ਵੀ ਇਤਰਾਜ਼ ਤੇ ਵਿਚਾਰ ਨਹੀਂ ਕੀਤਾ ਜਾਵੇਗਾ। bbox=[1133, 91, 1492, 102]
masthead-logo bbox=[1173, 0, 1512, 55]
mantar-header: ਮੰਤਰ ਉਲੰਘਣਾ... bbox=[1128, 721, 1497, 739]
english-name-change-header: ਨਾਮ ਬਦਲੀ... bbox=[1128, 323, 1497, 341]
name-change-header-2: ਨਾਮ ਬਦਲੀ... bbox=[206, 64, 393, 82]
issue-date: ਬੁੱਕਰਵਾਰ, 15 ਦਸੰਬਰ 2023 bbox=[46, 0, 457, 55]
column-6 bbox=[1124, 61, 1502, 868]
english-col-right bbox=[1315, 344, 1498, 719]
list-item: ➤ ਮੈਂ ਨ. 06 ਨੇ ਮੇਰੇ ਨਾਮ ਦੀ ਸੋਧ ਕਰਵਾ ਕੇ ਨਾਮ ਬਦਲ ਕੇ ਰੱਖ ਲਿਆ ਹੈ। ਸਬੰਧਤ ਨੋਟ ਕਰਨ। bbox=[9, 705, 196, 728]
list-item: ➤ ਮੈਂ, ਕੁਲਵੰਤ ਸਿੰਘ ਪੁੱਤਰ ਗੁਰਦੇਵ ਸਿੰਘ ਵਾਸੀ ਮਕਾਨ 8331, ਵੇਰਕਾ ਬਾਈਪਾਸ, ਅੰਮ੍ਰਿਤਸਰ ਬਿਆਨ ਕਰਦਾ ਹਾਂ ਕਿ ਮੇਰਾ ਲੜਕਾ ਮੇਰੇ ਕਹਿਣੇ ਤੋਂ ਬਾਹਰ ਹੈ, ਮੈਂ ਉਸਨੂੰ ਆਪਣੀ ਚੱਲ ਅਚੱਲ ਜਾਇਦਾਦ ਤੋਂ ਬੇਦਖਲ ਕਰਦਾ ਹਾਂ। bbox=[797, 195, 1118, 218]
list-item: ➤ ਮੈਂ ਦਲਜੀਤ ਸਿੰਘ ਪੁੱਤਰ ਬਲਕਾਰ ਸਿੰਘ ਵਾਸੀ ਪਿੰਡ ਭਾਗਸਰ ਜ਼ਿਲ੍ਹਾ ਸ੍ਰੀ ਮੁਕਤਸਰ ਸਾਹਿਬ ਨੇ ਨਾਮ ਬਦਲ ਕੇ ਦਲਜੀਤ ਸਿੰਘ ਰੱਖ ਲਿਆ ਹੈ। bbox=[9, 593, 196, 627]
list-item: ➤ ਮੈਂ ਸੁਖਪ੍ਰੀਤ ਸਿੰਘ ਪੁੱਤਰ ਜਸਵੰਤ ਸਿੰਘ ਵਾਸੀ ਮੁਹੱਲਾ ਕੋਟਲੀ, ਵਾਰਡ ਨੰ: 7 ਨੇ ਆਪਣਾ ਨਾਮ ਬਦਲ ਕੇ ਸੁਖਪ੍ਰੀਤ ਸਿੰਘ ਰੱਖ ਲਿਆ ਹੈ। ਸਬੰਧਤ ਨੋਟ ਕਰਨ। bbox=[206, 504, 393, 538]
list-item: ➤ ਮੈਂ ਸ਼ਿਵ ਕੁਮਾਰ ਪੁੱਤਰ ਨੱਥੂ ਰਾਮ ਵਾਸੀ ਮਕਾਨ ਨੰ: 581 ਨੁਹਾਣੀ ਗਲੀ, ਵਿਕਾਸ ਨਗਰ ਜ਼ਿਲ੍ਹਾ ਲੁਧਿਆਣਾ ਨੇ ਨਾਮ ਬਦਲ ਕੇ ਸ਼ਿਵ ਕੁਮਾਰ 786 ਰੱਖ ਲਿਆ ਹੈ। ਮਾਲਕਬੰਦਰਾ ਨੇ ਆਪਣਾ ਨਾਮ ਬਦਲ ਕੇ ਸ਼ਿਵ ਕੁਮਾਰ ਰੱਖ ਲਿਆ ਹੈ। bbox=[403, 85, 590, 131]
list-item: ➤ ਕੁਮਾਰ (Ajit Kumar) ਹੈ ਜਦਕਿ ਦੇ ਅਗੇਤਰ ਕੁਮਾਰ ਗੁਪਤਾ (Ajit Kumar Gupta) ਵੀ ਲਿਖਿਆ ਜਾਂਦਾ ਹੈ। bbox=[206, 85, 393, 108]
list-item: ➤ ਮੈਂ ਸ਼ੇਰ ਸਿੰਘ ਪਤਨੀ ਸਰਦਾਰ ਸਿੰਘ ਵਾਸੀ ਪਿੰਡ ਬੁੱਕਣ ਵਾਲਾ ਬਿਆਨ ਕਰਦੀ ਹਾਂ ਕਿ ਮੇਰਾ ਪੁੱਤਰ ਸੁਖਵਿੰਦਰ ਸਿੰਘ ਮੇਰੇ ਕਹਿਣੇ ਤੋਂ ਬਾਹਰ ਹੈ, ਮੈਂ ਉਸਨੂੰ ਆਪਣੀ ਚੱਲ ਅਤੇ ਅਚੱਲ ਜਾਇਦਾਦ ਤੋਂ ਬੇਦਖਲ ਕਰਦੀ ਹਾਂ। ਸਬੰਧਤ ਨੋਟ ਕਰਨ। bbox=[797, 133, 1118, 156]
public-notice-top-subtitle: ਸਰਕਲ ਟਿਕਾਣਾ ਸੁਧਿਆਰਾਣਾ ਪਾਕਰਣ ਕੇਂਦਰ bbox=[1255, 80, 1370, 87]
list-item: ➤ I, Sarabjeet Kaur w/o Jaspal Singh R/o H No 1 City Enclave Dhandra Road Mahmudpura Ludhiana have changed my name as Sarbjeet Kaur. bbox=[1315, 557, 1498, 591]
english-name-change-columns bbox=[1128, 344, 1497, 719]
list-item: ➤ ਮੈਂ ਸੁਖਦੇਵ ਸਿੰਘ ਪੁੱਤਰ ਕਰਤਾਰ ਸਿੰਘ ਵਾਸੀ ਪਿੰਡ ਚੱਕ ਬਨਵਾਲਾ ਨੇ ਆਪਣਾ ਨਾਮ ਬਦਲ ਕੇ ਸੁਖਦੇਵ ਸਿੰਘ ਰੱਖ ਲਿਆ ਹੈ। bbox=[9, 655, 196, 678]
list-item: ➤ ਮੈਂ ਅਮਨਦੀਪ ਸਿੰਘ ਪੁੱਤਰ ਰਸ਼ਪਾਲ ਸਿੰਘ ਵਾਸੀ ਮਕਾਨ ਨੰ: 21-ਬੀ, ਨਿਊ ਸ਼ਿਵ ਨਗਰ ਨੇ ਆਪਣਾ ਨਾਮ ਬਦਲ ਕੇ ਅਮਨਦੀਪ ਸਿੰਘ ਰੱਖ ਲਿਆ ਹੈ। bbox=[403, 232, 590, 266]
public-notice-right-header: Public Notice bbox=[1376, 132, 1436, 144]
list-item: ➤ ਮੈਂ ਗੁਰਮੀਤ ਕੌਰ ਪਤਨੀ ਸ੍ਰ: ਸੁਖਦੇਵ ਸਿੰਘ ਵਾਸੀ ਫਾਜ਼ਿਲਕਾ ਬਿਆਨ ਕਰਦੀ ਹਾਂ ਕਿ ਮੇਰਾ ਲੜਕਾ ਮੇਰੇ ਕਹਿਣੇ ਤੋਂ ਬਾਹਰ ਹੈ, ਮੈਂ ਉਸਨੂੰ ਆਪਣੀ ਚੱਲ ਅਚੱਲ ਜਾਇਦਾਦ ਤੋਂ ਬੇਦਖਲ ਕਰਦੀ ਹਾਂ। ਸਬੰਧਤ ਨੋਟ ਕਰਨ। bbox=[797, 282, 1118, 305]
list-item: ➤ ਮੈਂ Nogawan, ਬੀਨੀ ਪਹਾੜਾ, ਵਡਿਆਲਾ ਜ਼ਿਲ੍ਹਾ ਕਪੂਰਥਲਾ ਨੇ ਆਪਣਾ ਨਾਮ ਬਦਲ ਕੇ ਨਵਜੋਤ ਕੌਰ ਰੱਖ ਲਿਆ ਹੈ। (ਹਲਫ਼) (145114) bbox=[206, 467, 393, 501]
list-item: ➤ ਮੈਂ Jagseer ਸਿੰਘ ਪੁੱਤਰ ਕਾਲਾ ਸਿੰਘ ਵਾਸੀ ਪਿੰਡ ਕੋਟਕਪੂਰਾ ਨੇ ਆਪਣਾ ਨਾਮ ਬਦਲ ਕੇ ਜਗਸੀਰ ਸਿੰਘ ਰੱਖ ਲਿਆ ਹੈ। bbox=[206, 394, 393, 417]
footer-email[interactable]: rozanapehredaradvt@gmail.com bbox=[552, 2375, 1276, 2411]
list-item: ➤ I Ravinder Kaur W/o Balvir Kumar R/o H.No. 240/3, Purana Bazar, Bang Teh Banga (Shahid Bhagat Singh Nagar) have changed my son's name from Rohit to Rohit Rohit. bbox=[1128, 419, 1311, 464]
list-item: ➤ 285, Phullanwal, Ludhiana declare that Balvindra Kaur and Balvinder kaur is one of same person name. bbox=[1315, 344, 1498, 367]
list-item: ➤ ਮੈਂ Lakhvir Singh Haas ਪੁੱਤਰ ਨਾਮ ਬਦਲ ਕੇ Lakhveer ਸਿੰਘ ਰੱਖ ਲਿਆ ਹੈ। bbox=[403, 493, 590, 515]
list-item: ➤ I Amandeep Singh S/o Charanjit Singh R/o Vill-Bhana Distt. Hoshiarpur Have Changed My Name Singh Amandeep. bbox=[1128, 603, 1311, 637]
general-notice-header: ਬੈਂਕ ਸੂਚਨਾ bbox=[1128, 262, 1497, 280]
list-item: ➤ ਮੈਂ ਰਮਨ ਕੁਮਾਰ ਵਾਸੀ 73-ਬੀ, Pine ਹੋਮਜ਼, ਚਕਰੋਈ, ਕੀਰਤਪੁਰ, ਮੋਹ ਨੇ ਨਾਮ ਸੋਧ, ਮੁਕਤਸਰ ਨੇ ਆਪਣਾ ਨਾਮ ਬਦਲ ਕੇ ਰਮਨ ਕੁਮਾਰ ਰੱਖ ਲਿਆ ਹੈ। bbox=[600, 158, 787, 192]
list-item: ➤ ਮੈਂ ਨਿਰਮਲ ਸਿੰਘ ਪੁੱਤਰ ਅਵਤਾਰ ਸਿੰਘ ਵਾਸੀ ਪਿੰਡ ਰਾਮਗੜ੍ਹ ਤੁਲਸਰ ਤਹਿਸੀਲ ਜਲਾਲਾਬਾਦ ਬਿਆਨ ਕਰਦਾ ਹਾਂ ਕਿ ਮੇਰਾ ਲੜਕਾ ਹਰਪ੍ਰੀਤ ਸਿੰਘ ਮੇਰੇ ਅਤੇ ਮੇਰੀ ਪਤਨੀ ਦੇ ਕਹਿਣੇ ਤੋਂ ਬਾਹਰ ਹੈ ਜਿਸ ਕਰਕੇ ਮੈਂ ਉਸਨੂੰ ਆਪਣੀ ਚੱਲ ਅਚੱਲ ਜਾਇਦਾਦ ਤੋਂ ਬੇਦਖਲ ਕਰਦਾ ਹਾਂ। ਅੱਗੇ ਤੋਂ ਉਹ ਜੋ ਵੀ ਚੰਗਾ ਜਾਂ ਮਾੜਾ ਕੰਮ ਕਰੇਗਾ ਉਸ ਦਾ ਉਹ ਖੁਦ ਜ਼ਿੰਮੇਵਾਰ ਹੋਵੇਗਾ। ਸਬੰਧਤ ਨੋਟ ਕਰਨ। bbox=[797, 85, 1118, 131]
column-1 bbox=[5, 61, 202, 868]
list-item: ➤ ਮੈਂ ਅੰਜੂ ਬਾਲਾ ਪਤਨੀ ਸ਼ਿਵ ਕੁਮਾਰ ਵਾਸੀ ਵਾਰਡ ਨੰ: 21 ਨੇ ਆਪਣਾ ਨਾਮ ਬਦਲ ਕੇ ਅੰਜੂ ਬਾਲਾ ਰੱਖ ਲਿਆ ਹੈ। bbox=[403, 305, 590, 328]
list-item: ➤ I Geta Devi W/0 Inder Mohan H/No 379E W.No.6 Old Pseb Street Dasuya Distt Hoshiarpur Have Changed My Name Geta Devi To Geeta Devi. bbox=[1128, 344, 1311, 378]
column-5 bbox=[793, 61, 1124, 868]
list-item: ➤ ਮੈਂ ਵੀਰਪਾਲ ਕੌਰ ਪਤਨੀ ਸ੍ਰ: ਜਗਰੂਪ ਸਿੰਘ ਵਾਸੀ ਮੁਹੱਲਾ ਨੇ ਨਾਮ ਬਦਲ ਕੇ ਵੀਰਪਾਲ ਕੌਰ ਰੱਖ ਲਿਆ ਹੈ। bbox=[403, 442, 590, 465]
general-notice-item: ➤ ਹਰ ਆਮ ਅਤੇ ਖਾਸ ਨੂੰ ਸੂਚਿਤ ਕੀਤਾ ਜਾਂਦਾ ਹੈ ਕਿ ਮੇਰੇ ਵੱਲੋਂ ਖਰੀਦੀ ਗਈ ਜਾਇਦਾਦ ਦੇ ਸਬੰਧ ਵਿੱਚ ਅਸਲ ਦਸਤਾਵੇਜ਼ ਗੁੰਮ ਹੋ ਗਏ ਹਨ। 20/12/2023 ਨੂੰ ਲਿਖਤ 11 ਦੇ ਅਨੁਸਾਰ ਕਿਸੇ ਵੀ ਵਿਅਕਤੀ ਨੂੰ ਕੋਈ ਇਤਰਾਜ਼ ਹੋਵੇ ਤਾਂ ਸੰਪਰਕ ਕਰੇ। bbox=[1128, 283, 1497, 306]
list-item: ➤ ਮੈਂ ਅਵਤਾਰ ਸਿੰਘ ਪੁੱਤਰ ਜਗੀਰ ਸਿੰਘ ਵਾਸੀ ਪਿੰਡ 154 ਹੇਮਰਾਜ ਨੇ ਆਪਣਾ ਨਾਮ ਬਦਲ ਕੇ ਅਵਤਾਰ ਸਿੰਘ ਰੱਖ ਲਿਆ ਹੈ। bbox=[403, 417, 590, 440]
list-item: ➤ ਮੈਂ ਹਰਜੀਤ ਕੌਰ (Harjit Kaur) ਪਤਨੀ ਜਰਨੈਲ ਸਿੰਘ (Jarnail Singh) ਵਾਸੀ ਪਿੰਡ ਦਿੱਤੂਪੁਰ ਸੱਤਾਂ (Dittupur Jattan) ਜ਼ਿਲ੍ਹਾ ਗੁਰਦਾਸਪੁਰ ਨੇ ਆਪਣਾ ਨਾਮ ਬਦਲ ਕੇ ਹਰਜੀਤ ਕੌਰ (Harjeet Kaur) ਰੱਖ ਲਿਆ ਹੈ। bbox=[9, 422, 196, 467]
list-item: ➤ I Jaskaran S/o Joginder Pal R/o VPO Lakshian Distt. Hoshiarpur Changed Distt. Singh. bbox=[1128, 640, 1311, 663]
public-notice-right bbox=[1315, 128, 1498, 255]
list-item: ➤ ਮੈਂ ਸੁਖਦੇਵ ਸਿੰਘ ਪੁੱਤਰ ਗੁਰਮੇਲ ਸਿੰਘ ਵਾਸੀ ਪਿੰਡ ਬਾਜਾ ਖਾਨਾ ਬਿਆਨ ਕਰਦਾ ਹਾਂ ਕਿ ਮੇਰੀ ਲੜਕੀ ਮੇਰੇ ਕਹਿਣੇ ਤੋਂ ਬਾਹਰ ਹੈ ਜਿਸ ਕਰਕੇ ਮੈਂ ਉਸਨੂੰ ਆਪਣੀ ਜਾਇਦਾਦ ਤੋਂ ਬੇਦਖਲ ਕਰਦਾ ਹਾਂ। bbox=[797, 333, 1118, 355]
list-item: ➤ ਮੈਂ ਕਰਮਜੀਤ ਕੌਰ ਪਤਨੀ ਸ੍ਰ: ਬਲਵਿੰਦਰ ਸਿੰਘ ਵਾਸੀ ਪਿੰਡ ਝੋਕ ਟਾਹਲੀ ਵਾਲਾ ਜ਼ਿਲ੍ਹਾ ਫਾਜ਼ਿਲਕਾ ਨੇ ਆਪਣਾ ਨਾਮ ਬਦਲ ਲਿਆ ਹੈ। bbox=[206, 566, 393, 600]
list-item: ➤ ਮੈਂ ਸੁਖਜੀਤ ਕੌਰ ਪਤਨੀ ਜਸਵੰਤ ਸਿੰਘ ਵਾਸੀ ਫਾਜ਼ਿਲਕਾ ਨੇ ਆਪਣਾ ਨਾਮ ਬਦਲ ਕੇ ਸੁਖਜੀਤ ਕੌਰ ਰੱਖ ਲਿਆ ਹੈ। bbox=[403, 467, 590, 490]
list-item: ➤ ਮੈਂ ਪਿਆਰਾ ਸਿੰਘ ਵਾਸੀ ਮਕਾਨ ਨੰ: 126 ਨੇ, ਸ਼ਿਮਲਾਪੁਰੀ ਲੁਧਿਆਣਾ ਨੇ ਨਾਮ ਬਦਲ ਲਿਆ ਹੈ। bbox=[600, 518, 787, 541]
list-item: ➤ ਮੈਂ ਨਿਰਮਲ ਸਿੰਘ ਪੁੱਤਰ ਸ੍ਰ: ਮੋਹਨ ਸਿੰਘ ਵਾਸੀ ਪਿੰਡ ਮੱਲਾਂਵਾਲਾ ਜ਼ਿਲ੍ਹਾ ਫਿਰੋਜ਼ਪੁਰ ਨੇ ਆਪਣਾ ਨਾਮ ਨਿਰਮਲ ਸਿੰਘ ਰੱਖ ਲਿਆ ਹੈ, ਸਬੰਧਤ ਨੋਟ ਕਰਨ। bbox=[9, 385, 196, 419]
list-item: ➤ ਮੈਂ ਹਰਦੀਪ ਕੌਰ ਵਾਸੀ ਮਕਾਨ ਨੰ: 284-ਏ, ਜਨਤਾ ਨਗਰ ਨੇ ਆਪਣਾ ਨਾਮ ਬਦਲ ਕੇ ਹਰਦੀਪ ਕੌਰ ਰੱਖ ਲਿਆ ਹੈ। bbox=[600, 493, 787, 515]
public-notice-top bbox=[1128, 61, 1497, 124]
list-item: ➤ ਮੈਂ ਜਗਤਾਰ ਸਿੰਘ ਪੁੱਤਰ ਮਹਿੰਦਰ ਸਿੰਘ ਵਾਸੀ ਮ.ਨੰ: 245-ਬੀ ਬੀਰ ਕਲੋਨੀ, ਲੁਧਿਆਣਾ ਬਿਆਨ ਕਰਦਾ ਹਾਂ ਕਿ ਮੇਰਾ ਲੜਕਾ ਅਤੇ ਨੂੰਹ ਮੇਰੇ ਕਹਿਣੇ ਤੋਂ ਬਾਹਰ ਹਨ ਜਿਸ ਕਰਕੇ ਮੈਂ ਉਨ੍ਹਾਂ ਨੂੰ ਆਪਣੀ ਚੱਲ ਅਚੱਲ ਜਾਇਦਾਦ ਤੋਂ ਬੇਦਖਲ ਕਰਦਾ ਹਾਂ। bbox=[797, 358, 1118, 392]
list-item: ➤ ਮੈਂ ਵਿਸ਼ਾਲ ਕੁਮਾਰ ਪੁੱਤਰ ਰਾਮ ਲਾਲ ਵਾਸੀ ਅਬੋਹਰ ਨੇ ਨਾਮ ਬਦਲ ਕੇ ਵਿਸ਼ਾਲ ਕੁਮਾਰ ਰੱਖ ਲਿਆ ਹੈ। bbox=[206, 234, 393, 257]
page-footer bbox=[0, 2375, 1512, 2411]
public-notice-left bbox=[1128, 128, 1311, 255]
name-change-list-3 bbox=[403, 85, 590, 614]
public-notice-right-contact: Contact person:Pavitar singh Advocate, Chamber no.41, district Court Moga. bbox=[1319, 226, 1456, 232]
list-item: ➤ I, Mandip Kaur w/o Vikram R/o B-1 804/1 Near Shiv Mandir Prem Nagar Civil Lines Ludhiana Changed My name as Kanchan. bbox=[1315, 632, 1498, 666]
public-notice-top-signature: ਦਸਤਖਤ ਸਮਰੱਥ ਅਧਿਕਾਰੀ bbox=[1436, 112, 1492, 119]
list-item: ➤ ਮੈਂ ਰਮਨਦੀਪ ਕੌਰ ਪਤਨੀ ਹਰਮਿੰਦਰ ਸਿੰਘ ਵਾਸੀ ਮੱਲਾਂਵਾਲਾ ਖਾਸ ਨੇ ਆਪਣਾ ਨਾਮ ਬਦਲ ਕੇ ਰਮਨਦੀਪ ਕੌਰ ਰੱਖ ਲਿਆ ਹੈ। bbox=[9, 630, 196, 653]
list-item: ➤ ਮੈਂ ਰਾਜਿੰਦਰ ਕੌਰ ਪਤਨੀ ਸ੍ਰ: ਹਰਬੰਸ ਸਿੰਘ ਵਾਸੀ ਪਿੰਡ ਤਲਵੰਡੀ ਬਿਆਨ ਕਰਦੀ ਹਾਂ ਕਿ ਮੇਰੀ ਨੂੰਹ ਅਤੇ ਪੁੱਤਰ ਮੇਰੇ ਕਹਿਣੇ ਤੋਂ ਬਾਹਰ ਹਨ ਅਤੇ ਮੈਂ ਉਨ੍ਹਾਂ ਨੂੰ ਜਾਇਦਾਦ ਤੋਂ ਬੇਦਖਲ ਕਰਦੀ ਹਾਂ। bbox=[797, 445, 1118, 467]
name-change-header-3: ਨਾਮ ਬਦਲੀ... bbox=[403, 64, 590, 82]
public-notice-right-body: Under the instruction from my client namely Iqbal Singh S/o Pyara Singh R/o W.No. Hargobind Nagar Bahona Chowuk Moga issuing the following publication as the property vide Measuring 4 Marlas 1 Sarsai 4 SQ.FT. situated at Moga Mehla Singh II, District Moga, that the parent chain link title deed vide Sale deed as Doc No. 4260 dated 15.11.2006, SRO office Moga in the name of Gurmeet Kaur W/o Inderjit Singh was lost/misplaced while going for market for photo copies. If any person found the above said title deed, may return the same by way of post or on the basis of documentation of registered post, to address given or inform undersigned by telephone. In case any persons/Financial Institution having any claim/interest in respect thereof by way of sale, exchanges, gift, mortgage or any objection, please be informs the same in writing to the undersigned in the below mentioned address within 7 days from the date of publication, with relevant documents in support of their claim/objection. If I have not received any objection with in the stipulated days, beyond that no claim is entertained or binding on my client. bbox=[1319, 147, 1492, 215]
list-item: ➤ ਪੰਜਾਬ ਰਾਜ ਪਾਵਰ ਕਾਰਪੋਰੇਸ਼ਨ ਲਿਮਟਿਡ (PSPCL) ਵੱਲੋਂ ਬਕਾਇਆ ਰਕਮ ਸਮੇਤ ਜੁਰਮਾਨਾ ਵਸੂਲਿਆ ਜਾਵੇਗਾ। bbox=[1128, 768, 1497, 779]
list-item: ➤ ਮੈਂ Bhupinder ਸਿੰਘ ਪੁੱਤਰ ਕਰਤਾਰ ਸਿੰਘ ਵਾਸੀ Sanipur, ਤਹਿਸੀਲ ਨੇ ਆਪਣਾ ਨਾਮ ਬਦਲ ਕੇ Bhupinder ਸਿੰਘ ਰੱਖ ਲਿਆ ਹੈ। bbox=[403, 579, 590, 613]
list-item: ➤ ਮੈਂ Minaxi Sharma ਪਤਨੀ ਰਵੀ ਕੁਮਾਰ ਵਾਸੀ 7, ਬਸਖਾ-ਅਬਾਦੀ, ਲੁਧਿਆਣਾ ਨੇ ਨਾਮ ਬਦਲ ਕੇ Memakshi Sharma ਰੱਖ ਲਿਆ ਹੈ। bbox=[600, 381, 787, 415]
logo-tagline: A Leading Punjabi Daily bbox=[1302, 8, 1384, 16]
list-item: ➤ ਮੈਂ ਹਰਭਜਨ ਸਿੰਘ ਪੁੱਤਰ ਸ੍ਰ: ਮਹਿੰਦਰ ਸਿੰਘ ਵਾਸੀ ਪਿੰਡ ਚੱਕ ਖੀਵਾ ਵਾਲਾ ਜ਼ਿਲ੍ਹਾ ਫਾਜ਼ਿਲਕਾ ਨੇ ਨਾਮ ਬਦਲ ਕੇ ਹਰਭਜਨ ਸਿੰਘ ਰੱਖ ਲਿਆ। bbox=[206, 172, 393, 206]
name-change-header-1: ਨਾਮ ਬਦਲੀ... bbox=[9, 144, 196, 162]
list-item: ➤ ਮੈਂ ਮਨਦੀਪ ਕੌਰ ਪਤਨੀ ਰਜਿੰਦਰ ਸਿੰਘ ਵਾਸੀ ਪਿੰਡ ਕੋਟ ਈਸੇ ਖਾਂ ਨੇ ਆਪਣਾ ਨਾਮ ਬਦਲ ਕੇ ਮਨਦੀਪ ਕੌਰ ਰੱਖ ਲਿਆ ਹੈ। bbox=[403, 355, 590, 378]
list-item: ➤ ਮੈਂ ਸੁਖਵਿੰਦਰ ਕੌਰ ਪਤਨੀ ਸਤਨਾਮ ਸਿੰਘ ਵਾਸੀ ਅਬੋਹਰ ਜ਼ਿਲ੍ਹਾ ਫਾਜ਼ਿਲਕਾ ਨੇ ਆਪਣਾ ਨਾਮ ਬਦਲ ਕੇ ਸੁਖਵਿੰਦਰ ਕੌਰ ਰੱਖ ਲਿਆ ਹੈ। bbox=[9, 556, 196, 590]
page-number: 2 bbox=[13, 0, 32, 35]
list-item: ➤ ਮੈਂ Jagjit Singh ਪੁੱਤਰ ਗੁਰਮੇਲ ਸਿੰਘ ਵਾਸੀ ਮਕਾਨ ਨੰ: 257 ਨੇ ਨਾਮ ਬਦਲ ਕੇ Jagjeet Singh ਰੱਖ ਲਿਆ ਹੈ। bbox=[600, 467, 787, 490]
list-item: ➤ ਮੈਂ ਅਮਰਜੀਤ ਸਿੰਘ ਪੁੱਤਰ ਪਿਆਰਾ ਸਿੰਘ ਵਾਸੀ ਫਾਜ਼ਿਲਕਾ ਨੇ ਨਾਮ ਬਦਲ ਕੇ ਅਮਰਜੀਤ ਸਿੰਘ ਰੱਖ ਲਿਆ ਹੈ। bbox=[206, 209, 393, 232]
